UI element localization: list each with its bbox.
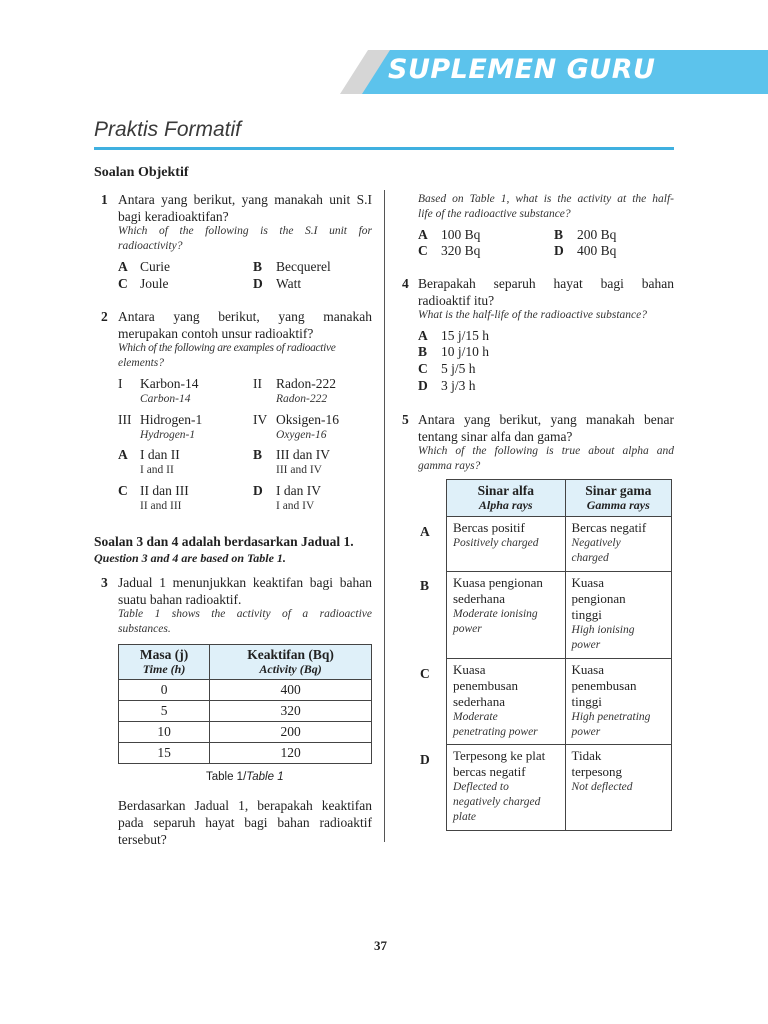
item-roman: III bbox=[118, 412, 132, 427]
option-d-letter[interactable]: D bbox=[418, 378, 428, 393]
question-number: 3 bbox=[101, 575, 108, 590]
item-roman: I bbox=[118, 376, 123, 391]
option-b-letter[interactable]: B bbox=[554, 227, 564, 242]
option-a-letter[interactable]: A bbox=[118, 259, 128, 274]
option-d-letter[interactable]: D bbox=[554, 243, 564, 258]
option-a-text-en: I and II bbox=[140, 464, 174, 476]
option-a-text[interactable]: 100 Bq bbox=[441, 227, 481, 242]
table-row bbox=[447, 572, 672, 659]
cell-text-ms: Tidak bbox=[571, 748, 602, 763]
question-number: 5 bbox=[402, 412, 409, 427]
option-c-letter[interactable]: C bbox=[418, 243, 428, 258]
cell-activity: 120 bbox=[210, 743, 372, 764]
question-text-en: Table 1 shows the activity of a radioactive bbox=[118, 608, 372, 620]
cell-text-en: penetrating power bbox=[453, 726, 538, 738]
question-ask-en: Based on Table 1, what is the activity at the half- bbox=[418, 193, 674, 205]
cell-text-en: power bbox=[453, 623, 482, 635]
cell-text-ms: penembusan bbox=[571, 678, 637, 693]
table-reference-note-en: Question 3 and 4 are based on Table 1. bbox=[94, 551, 286, 565]
question-ask-en: life of the radioactive substance? bbox=[418, 208, 571, 220]
item-text-ms: Hidrogen-1 bbox=[140, 412, 203, 427]
item-text-en: Oxygen-16 bbox=[276, 429, 327, 441]
table-header-time bbox=[119, 645, 210, 680]
cell-text-ms: tinggi bbox=[571, 694, 602, 709]
column-divider bbox=[384, 190, 385, 842]
table-row bbox=[447, 745, 672, 831]
header-text-ms: Keaktifan (Bq) bbox=[247, 647, 334, 662]
table-row bbox=[447, 659, 672, 745]
option-c-letter[interactable]: C bbox=[118, 483, 128, 498]
question-number: 4 bbox=[402, 276, 409, 291]
table-row bbox=[447, 517, 672, 572]
option-b-text[interactable]: 200 Bq bbox=[577, 227, 617, 242]
cell-text-ms: Bercas positif bbox=[453, 520, 525, 535]
cell-text-ms: sederhana bbox=[453, 591, 505, 606]
option-d-text[interactable]: 400 Bq bbox=[577, 243, 617, 258]
cell-gamma[interactable] bbox=[565, 745, 671, 831]
cell-text-ms: Bercas negatif bbox=[571, 520, 647, 535]
table-row bbox=[119, 680, 372, 701]
title-underline bbox=[94, 147, 674, 150]
rays-comparison-table bbox=[446, 479, 672, 831]
cell-text-en: charged bbox=[571, 552, 609, 564]
item-text-en: Radon-222 bbox=[276, 393, 328, 405]
option-d-letter[interactable]: D bbox=[420, 752, 430, 767]
question-text-ms: Antara yang berikut, yang manakah bbox=[118, 309, 372, 324]
cell-time: 15 bbox=[119, 743, 210, 764]
question-text-ms: Antara yang berikut, yang manakah benar bbox=[418, 412, 674, 427]
cell-text-en: Positively charged bbox=[453, 537, 539, 549]
option-b-letter[interactable]: B bbox=[418, 344, 428, 359]
question-ask-ms: tersebut? bbox=[118, 832, 167, 847]
table-header-alpha bbox=[447, 480, 566, 517]
option-b-text[interactable]: 10 j/10 h bbox=[441, 344, 490, 359]
option-c-text[interactable]: 5 j/5 h bbox=[441, 361, 476, 376]
cell-text-ms: Kuasa bbox=[571, 662, 605, 677]
cell-activity: 200 bbox=[210, 722, 372, 743]
option-d-text[interactable]: 3 j/3 h bbox=[441, 378, 476, 393]
cell-text-ms: Kuasa bbox=[453, 662, 486, 677]
option-c-letter[interactable]: C bbox=[418, 361, 428, 376]
header-text-en: Gamma rays bbox=[586, 498, 650, 512]
item-text-ms: Oksigen-16 bbox=[276, 412, 339, 427]
cell-alpha[interactable] bbox=[447, 659, 566, 745]
caption-en: Table 1 bbox=[246, 771, 284, 783]
question-number: 1 bbox=[101, 192, 108, 207]
option-c-text-en: II and III bbox=[140, 500, 182, 512]
cell-text-en: Not deflected bbox=[571, 781, 633, 793]
question-text-ms: merupakan contoh unsur radioaktif? bbox=[118, 326, 314, 341]
cell-text-ms: penembusan bbox=[453, 678, 518, 693]
question-number: 2 bbox=[101, 309, 108, 324]
table-row bbox=[119, 722, 372, 743]
cell-text-en: power bbox=[571, 726, 601, 738]
cell-text-ms: pengionan bbox=[571, 591, 626, 606]
table-row bbox=[119, 743, 372, 764]
option-a-letter[interactable]: A bbox=[418, 328, 428, 343]
question-text-en: Which of the following is true about alpha and bbox=[418, 445, 674, 457]
table-reference-note-ms: Soalan 3 dan 4 adalah berdasarkan Jadual 1. bbox=[94, 534, 354, 549]
cell-gamma[interactable] bbox=[565, 572, 671, 659]
question-text-ms: tentang sinar alfa dan gama? bbox=[418, 429, 573, 444]
item-roman: II bbox=[253, 376, 262, 391]
cell-text-ms: sederhana bbox=[453, 694, 505, 709]
option-b-letter[interactable]: B bbox=[420, 578, 430, 593]
cell-text-ms: bercas negatif bbox=[453, 764, 526, 779]
table-caption bbox=[206, 771, 284, 783]
option-d-letter[interactable]: D bbox=[253, 276, 263, 291]
option-a-letter[interactable]: A bbox=[420, 524, 430, 539]
question-text-ms: radioaktif itu? bbox=[418, 293, 495, 308]
question-text-en: elements? bbox=[118, 357, 164, 369]
cell-alpha[interactable] bbox=[447, 572, 566, 659]
option-b-text[interactable]: Becquerel bbox=[276, 259, 331, 274]
cell-text-ms: terpesong bbox=[571, 764, 623, 779]
cell-alpha[interactable] bbox=[447, 745, 566, 831]
cell-activity: 400 bbox=[210, 680, 372, 701]
question-text-en: radioactivity? bbox=[118, 240, 183, 252]
table-header-gamma bbox=[565, 480, 671, 517]
activity-table bbox=[118, 644, 372, 764]
question-text-en: What is the half-life of the radioactive substance? bbox=[418, 309, 648, 321]
option-b-text[interactable]: III dan IV bbox=[276, 447, 330, 462]
banner-title: SUPLEMEN GURU bbox=[388, 54, 656, 85]
cell-text-en: negatively charged bbox=[453, 796, 541, 808]
option-a-text[interactable]: I dan II bbox=[140, 447, 180, 462]
question-text-en: gamma rays? bbox=[418, 460, 481, 472]
cell-text-en: High ionising bbox=[571, 624, 635, 636]
page-title: Praktis Formatif bbox=[94, 118, 242, 141]
item-text-ms: Karbon-14 bbox=[140, 376, 199, 391]
cell-gamma[interactable] bbox=[565, 659, 671, 745]
section-title: Soalan Objektif bbox=[94, 165, 189, 180]
option-b-letter[interactable]: B bbox=[253, 259, 263, 274]
header-text-en: Time (h) bbox=[142, 662, 186, 676]
option-b-text-en: III and IV bbox=[276, 464, 322, 476]
option-a-letter[interactable]: A bbox=[418, 227, 428, 242]
option-d-text[interactable]: I dan IV bbox=[276, 483, 321, 498]
cell-text-en: Moderate ionising bbox=[453, 608, 538, 620]
option-c-letter[interactable]: C bbox=[118, 276, 128, 291]
question-text-en: Which of the following is the S.I unit for bbox=[118, 225, 372, 237]
option-c-text[interactable]: Joule bbox=[140, 276, 169, 291]
cell-activity: 320 bbox=[210, 701, 372, 722]
cell-text-ms: tinggi bbox=[571, 607, 602, 622]
question-text-ms: Antara yang berikut, yang manakah unit S.I bbox=[118, 192, 372, 207]
header-text-ms: Masa (j) bbox=[139, 647, 189, 662]
cell-text-ms: Kuasa bbox=[571, 575, 605, 590]
header-text-en: Activity (Bq) bbox=[259, 662, 322, 676]
header-text-en: Alpha rays bbox=[478, 498, 533, 512]
question-text-en: substances. bbox=[118, 623, 171, 635]
cell-text-en: Moderate bbox=[453, 711, 498, 723]
question-text-ms: Jadual 1 menunjukkan keaktifan bagi bahan bbox=[118, 575, 372, 590]
item-text-ms: Radon-222 bbox=[276, 376, 336, 391]
cell-text-en: Negatively bbox=[571, 537, 621, 549]
cell-text-ms: Terpesong ke plat bbox=[453, 748, 546, 763]
header-text-ms: Sinar alfa bbox=[477, 483, 534, 498]
cell-time: 10 bbox=[119, 722, 210, 743]
option-d-text[interactable]: Watt bbox=[276, 276, 302, 291]
caption-ms: Table 1/ bbox=[206, 771, 247, 783]
cell-time: 5 bbox=[119, 701, 210, 722]
question-text-en: Which of the following are examples of radioactive bbox=[118, 342, 336, 354]
question-text-ms: Berapakah separuh hayat bagi bahan bbox=[418, 276, 674, 291]
cell-text-en: plate bbox=[453, 811, 476, 823]
question-ask-ms: pada separuh hayat bagi bahan radioaktif bbox=[118, 815, 372, 830]
question-ask-ms: Berdasarkan Jadual 1, berapakah keaktifan bbox=[118, 798, 372, 813]
option-c-text[interactable]: 320 Bq bbox=[441, 243, 481, 258]
table-row bbox=[119, 701, 372, 722]
cell-gamma[interactable] bbox=[565, 517, 671, 572]
cell-text-en: Deflected to bbox=[453, 781, 509, 793]
option-d-letter[interactable]: D bbox=[253, 483, 263, 498]
question-text-ms: suatu bahan radioaktif. bbox=[118, 592, 242, 607]
cell-alpha[interactable] bbox=[447, 517, 566, 572]
item-roman: IV bbox=[253, 412, 268, 427]
cell-text-ms: Kuasa pengionan bbox=[453, 575, 543, 590]
option-a-text[interactable]: Curie bbox=[140, 259, 170, 274]
page-number: 37 bbox=[374, 938, 387, 953]
option-c-text[interactable]: II dan III bbox=[140, 483, 189, 498]
table-header-activity bbox=[210, 645, 372, 680]
option-a-text[interactable]: 15 j/15 h bbox=[441, 328, 490, 343]
option-d-text-en: I and IV bbox=[276, 500, 315, 512]
item-text-en: Carbon-14 bbox=[140, 393, 191, 405]
cell-text-en: power bbox=[571, 639, 601, 651]
option-b-letter[interactable]: B bbox=[253, 447, 263, 462]
question-text-ms: bagi keradioaktifan? bbox=[118, 209, 229, 224]
option-c-letter[interactable]: C bbox=[420, 666, 430, 681]
cell-time: 0 bbox=[119, 680, 210, 701]
item-text-en: Hydrogen-1 bbox=[140, 429, 196, 441]
option-a-letter[interactable]: A bbox=[118, 447, 128, 462]
cell-text-en: High penetrating bbox=[571, 711, 651, 723]
header-text-ms: Sinar gama bbox=[585, 483, 652, 498]
